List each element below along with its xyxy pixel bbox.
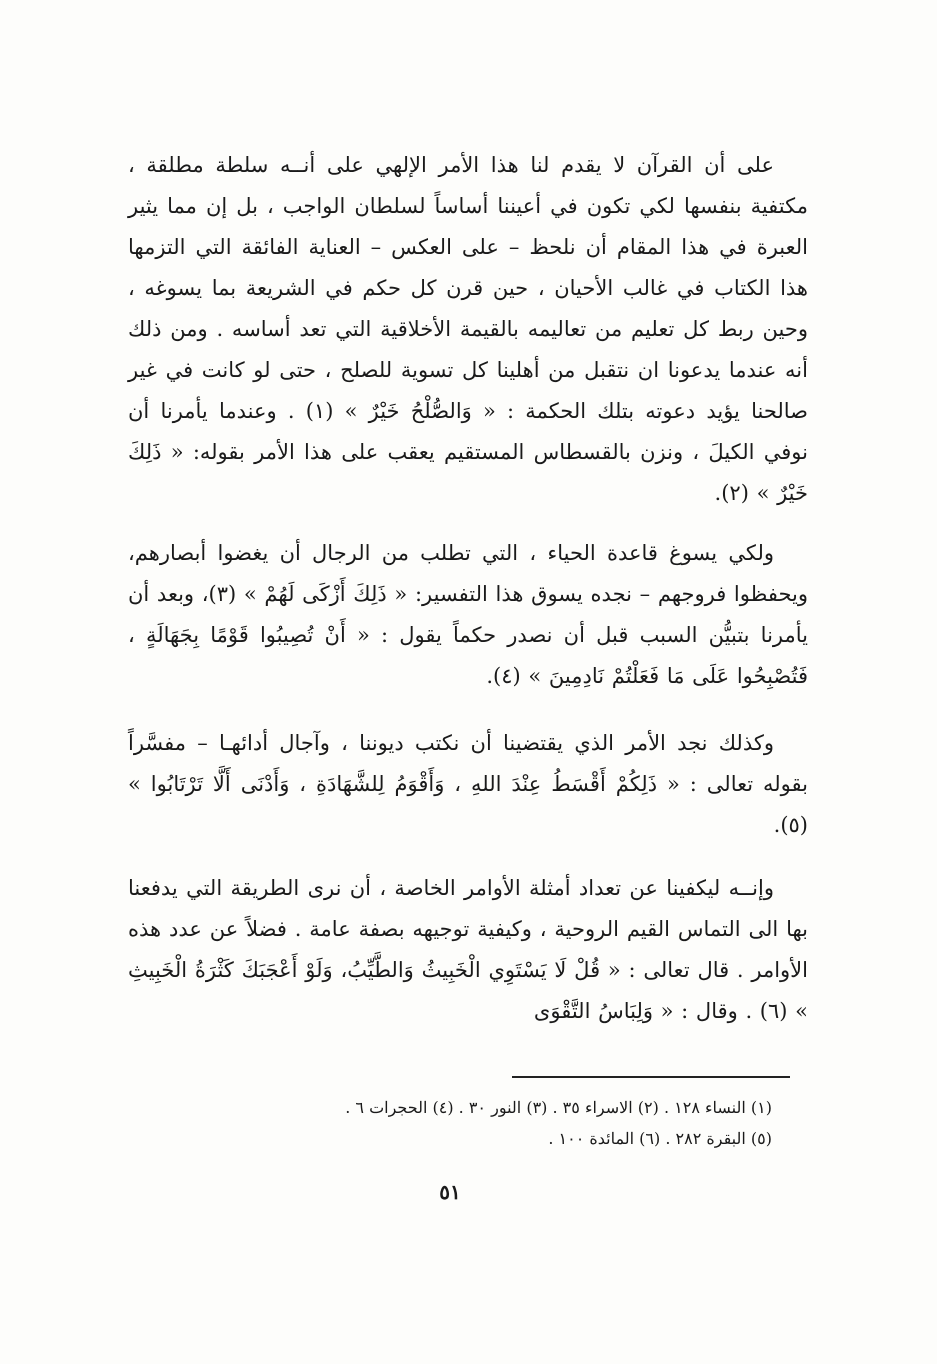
- paragraph-text: وكذلك نجد الأمر الذي يقتضينا أن نكتب ديوننا ، وآجال أدائهـا – مفسَّراً بقوله تعالى : « ذَلِكُمْ أَقْسَطُ عِنْدَ اللهِ ، وَأَقْوَمُ لِلشَّهَادَةِ ، وَأَدْنَى أَلَّا تَرْتَابُوا » (٥).: [128, 731, 808, 837]
- paragraph-1: [128, 145, 808, 514]
- page-number: ٥١: [439, 1180, 461, 1204]
- paragraph-2: [128, 533, 808, 697]
- footnote-line-1: (١) النساء ١٢٨ . (٢) الاسراء ٣٥ . (٣) النور ٣٠ . (٤) الحجرات ٦ .: [345, 1098, 772, 1117]
- paragraph-3: [128, 723, 808, 846]
- footnote-divider: [512, 1076, 790, 1078]
- footnote-line-2: (٥) البقرة ٢٨٢ . (٦) المائدة ١٠٠ .: [548, 1129, 772, 1148]
- paragraph-text: ولكي يسوغ قاعدة الحياء ، التي تطلب من الرجال أن يغضوا أبصارهم، ويحفظوا فروجهم – نجده يسوق هذا التفسير: « ذَلِكَ أَزْكَى لَهُمْ » (٣)، وبعد أن يأمرنا بتبيُّن السبب قبل أن نصدر حكماً يقول : « أَنْ تُصِيبُوا قَوْمًا بِجَهَالَةٍ ، فَتُصْبِحُوا عَلَى مَا فَعَلْتُمْ نَادِمِينَ » (٤).: [128, 541, 808, 688]
- paragraph-text: على أن القرآن لا يقدم لنا هذا الأمر الإلهي على أنــه سلطة مطلقة ، مكتفية بنفسها لكي تكون في أعيننا أساساً لسلطان الواجب ، بل إن مما يثير العبرة في هذا المقام أن نلحظ – على العكس – العناية الفائقة التي التزمها هذا الكتاب في غالب الأحيان ، حين قرن كل حكم في الشريعة بما يسوغه ، وحين ربط كل تعليم من تعاليمه بالقيمة الأخلاقية التي تعد أساسه . ومن ذلك أنه عندما يدعونا ان نتقبل من أهلينا كل تسوية للصلح ، حتى لو كانت في غير صالحنا يؤيد دعوته بتلك الحكمة : « وَالصُّلْحُ خَيْرٌ » (١) . وعندما يأمرنا أن نوفي الكيلَ ، ونزن بالقسطاس المستقيم يعقب على هذا الأمر بقوله: « ذَلِكَ خَيْرٌ » (٢).: [128, 153, 809, 505]
- paragraph-text: وإنــه ليكفينا عن تعداد أمثلة الأوامر الخاصة ، أن نرى الطريقة التي يدفعنا بها الى التماس القيم الروحية ، وكيفية توجيهه بصفة عامة . فضلاً عن عدد هذه الأوامر . قال تعالى : « قُلْ لَا يَسْتَوِي الْخَبِيثُ وَالطَّيِّبُ، وَلَوْ أَعْجَبَكَ كَثْرَةُ الْخَبِيثِ » (٦) . وقال : « وَلِبَاسُ التَّقْوَى: [128, 876, 808, 1023]
- paragraph-4: [128, 868, 808, 1032]
